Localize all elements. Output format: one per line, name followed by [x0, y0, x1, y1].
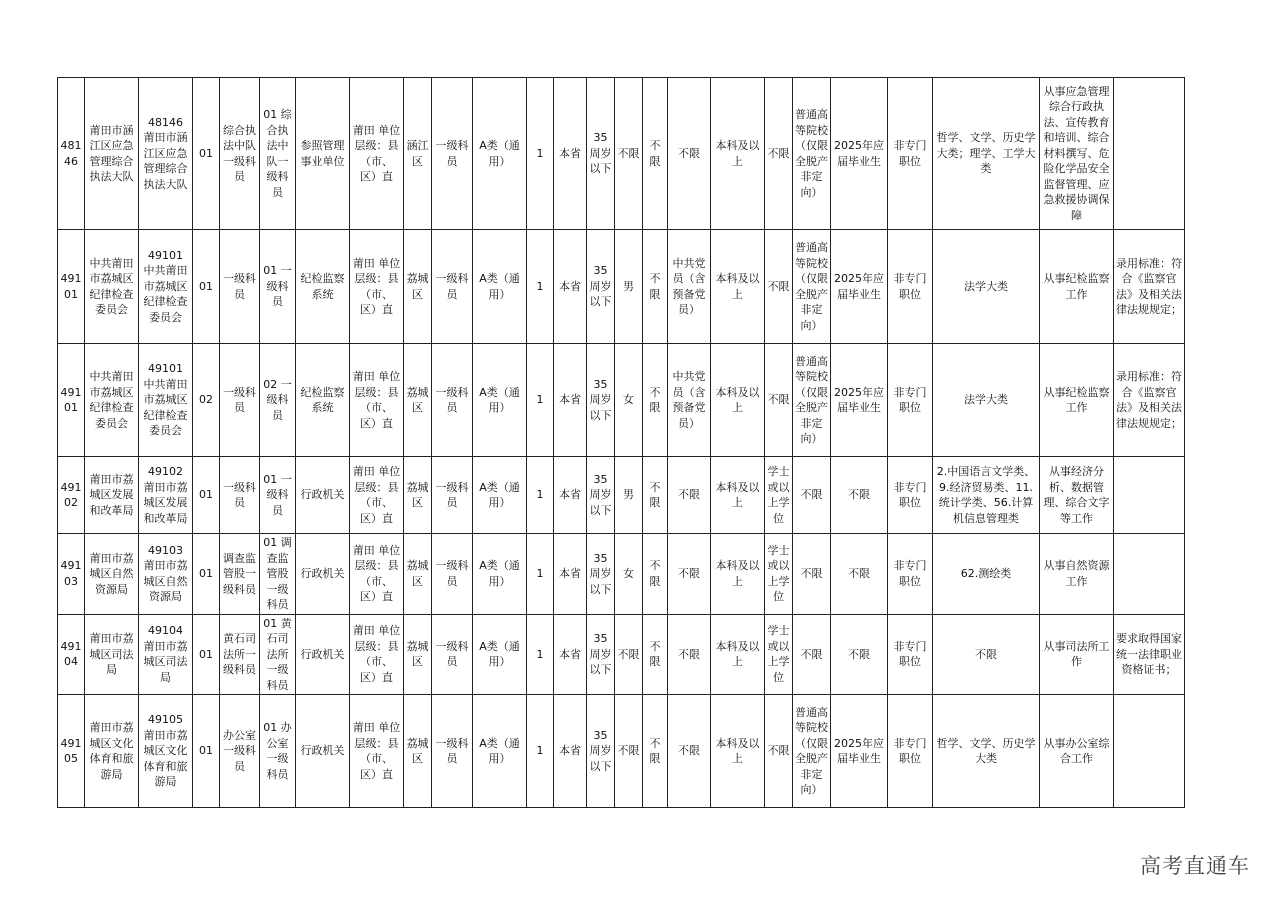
cell-unit-code-name: 49103 莆田市荔城区自然资源局: [139, 534, 193, 615]
cell-position-name: 综合执法中队一级科员: [220, 78, 260, 230]
cell-job-description: 从事纪检监察工作: [1040, 344, 1114, 457]
cell-age: 35周岁以下: [587, 614, 615, 695]
cell-district: 涵江区: [404, 78, 432, 230]
cell-ethnicity: 不限: [643, 230, 668, 344]
cell-job-description: 从事自然资源工作: [1040, 534, 1114, 615]
cell-unit-code-name: 49102 莆田市荔城区发展和改革局: [139, 457, 193, 534]
cell-gender: 不限: [615, 614, 643, 695]
cell-position-seq: 01: [193, 695, 220, 808]
cell-remarks: [1114, 534, 1185, 615]
cell-unit-code-name: 48146 莆田市涵江区应急管理综合执法大队: [139, 78, 193, 230]
cell-headcount: 1: [527, 344, 554, 457]
cell-job-code: 49103: [58, 534, 85, 615]
cell-position-seq: 01: [193, 78, 220, 230]
cell-degree: 不限: [765, 695, 793, 808]
cell-headcount: 1: [527, 534, 554, 615]
cell-position-seq: 01: [193, 614, 220, 695]
cell-position-code-name: 02 一级科员: [260, 344, 296, 457]
cell-gender: 男: [615, 230, 643, 344]
cell-position-code-name: 01 综合执法中队一级科员: [260, 78, 296, 230]
cell-unit-level: 莆田 单位层级：县（市、区）直: [350, 457, 404, 534]
cell-political-status: 不限: [668, 457, 711, 534]
cell-degree: 学士或以上学位: [765, 457, 793, 534]
cell-district: 荔城区: [404, 534, 432, 615]
cell-headcount: 1: [527, 78, 554, 230]
cell-headcount: 1: [527, 614, 554, 695]
cell-unit-name: 莆田市涵江区应急管理综合执法大队: [85, 78, 139, 230]
cell-unit-nature: 行政机关: [296, 457, 350, 534]
cell-gender: 不限: [615, 78, 643, 230]
cell-ethnicity: 不限: [643, 78, 668, 230]
cell-rank: 一级科员: [432, 457, 473, 534]
cell-graduation-type: 普通高等院校（仅限全脱产非定向）: [793, 78, 831, 230]
cell-remarks: 录用标准：符合《监察官法》及相关法律法规规定；: [1114, 344, 1185, 457]
table-row: [58, 614, 1185, 695]
cell-political-status: 不限: [668, 534, 711, 615]
cell-degree: 不限: [765, 78, 793, 230]
cell-position-seq: 01: [193, 534, 220, 615]
cell-headcount: 1: [527, 230, 554, 344]
cell-political-status: 不限: [668, 695, 711, 808]
cell-domicile: 本省: [554, 457, 587, 534]
cell-remarks: 要求取得国家统一法律职业资格证书；: [1114, 614, 1185, 695]
table-row: [58, 344, 1185, 457]
cell-position-name: 办公室一级科员: [220, 695, 260, 808]
job-table: [57, 77, 1185, 808]
cell-applicant-type: 2025年应届毕业生: [831, 344, 888, 457]
cell-position-type: 非专门职位: [888, 230, 933, 344]
cell-position-seq: 02: [193, 344, 220, 457]
cell-exam-category: A类（通用）: [473, 78, 527, 230]
cell-education: 本科及以上: [711, 614, 765, 695]
cell-position-name: 黄石司法所一级科员: [220, 614, 260, 695]
cell-unit-name: 莆田市荔城区自然资源局: [85, 534, 139, 615]
cell-degree: 不限: [765, 344, 793, 457]
cell-headcount: 1: [527, 695, 554, 808]
cell-position-seq: 01: [193, 457, 220, 534]
cell-job-description: 从事司法所工作: [1040, 614, 1114, 695]
cell-headcount: 1: [527, 457, 554, 534]
cell-unit-code-name: 49101 中共莆田市荔城区纪律检查委员会: [139, 230, 193, 344]
cell-political-status: 不限: [668, 614, 711, 695]
cell-position-type: 非专门职位: [888, 344, 933, 457]
cell-gender: 男: [615, 457, 643, 534]
cell-degree: 学士或以上学位: [765, 534, 793, 615]
cell-political-status: 中共党员（含预备党员）: [668, 230, 711, 344]
cell-political-status: 中共党员（含预备党员）: [668, 344, 711, 457]
cell-rank: 一级科员: [432, 344, 473, 457]
cell-remarks: 录用标准：符合《监察官法》及相关法律法规规定；: [1114, 230, 1185, 344]
cell-position-name: 一级科员: [220, 344, 260, 457]
cell-ethnicity: 不限: [643, 695, 668, 808]
cell-degree: 不限: [765, 230, 793, 344]
cell-rank: 一级科员: [432, 230, 473, 344]
cell-applicant-type: 2025年应届毕业生: [831, 695, 888, 808]
cell-age: 35周岁以下: [587, 230, 615, 344]
cell-ethnicity: 不限: [643, 344, 668, 457]
cell-applicant-type: 2025年应届毕业生: [831, 78, 888, 230]
cell-exam-category: A类（通用）: [473, 614, 527, 695]
cell-job-description: 从事纪检监察工作: [1040, 230, 1114, 344]
cell-gender: 女: [615, 534, 643, 615]
cell-unit-nature: 行政机关: [296, 614, 350, 695]
cell-position-type: 非专门职位: [888, 534, 933, 615]
cell-job-code: 48146: [58, 78, 85, 230]
cell-domicile: 本省: [554, 230, 587, 344]
cell-unit-name: 中共莆田市荔城区纪律检查委员会: [85, 230, 139, 344]
cell-domicile: 本省: [554, 78, 587, 230]
cell-unit-level: 莆田 单位层级：县（市、区）直: [350, 344, 404, 457]
cell-domicile: 本省: [554, 534, 587, 615]
cell-exam-category: A类（通用）: [473, 344, 527, 457]
cell-graduation-type: 不限: [793, 614, 831, 695]
cell-domicile: 本省: [554, 344, 587, 457]
cell-rank: 一级科员: [432, 78, 473, 230]
cell-ethnicity: 不限: [643, 457, 668, 534]
cell-age: 35周岁以下: [587, 534, 615, 615]
cell-political-status: 不限: [668, 78, 711, 230]
table-row: [58, 695, 1185, 808]
cell-age: 35周岁以下: [587, 78, 615, 230]
cell-major: 法学大类: [933, 230, 1040, 344]
cell-major: 不限: [933, 614, 1040, 695]
cell-applicant-type: 不限: [831, 614, 888, 695]
cell-remarks: [1114, 695, 1185, 808]
cell-gender: 不限: [615, 695, 643, 808]
cell-rank: 一级科员: [432, 614, 473, 695]
cell-unit-level: 莆田 单位层级：县（市、区）直: [350, 230, 404, 344]
cell-unit-nature: 行政机关: [296, 695, 350, 808]
cell-job-description: 从事应急管理综合行政执法、宣传教育和培训、综合材料撰写、危险化学品安全监督管理、应急救援协调保障: [1040, 78, 1114, 230]
cell-unit-name: 莆田市荔城区司法局: [85, 614, 139, 695]
cell-domicile: 本省: [554, 695, 587, 808]
cell-graduation-type: 普通高等院校（仅限全脱产非定向）: [793, 695, 831, 808]
cell-education: 本科及以上: [711, 457, 765, 534]
cell-graduation-type: 普通高等院校（仅限全脱产非定向）: [793, 230, 831, 344]
table-row: [58, 457, 1185, 534]
cell-unit-level: 莆田 单位层级：县（市、区）直: [350, 614, 404, 695]
cell-position-name: 调查监管股一级科员: [220, 534, 260, 615]
cell-unit-nature: 纪检监察系统: [296, 230, 350, 344]
cell-applicant-type: 不限: [831, 534, 888, 615]
cell-ethnicity: 不限: [643, 534, 668, 615]
table-row: [58, 230, 1185, 344]
cell-position-seq: 01: [193, 230, 220, 344]
cell-unit-code-name: 49101 中共莆田市荔城区纪律检查委员会: [139, 344, 193, 457]
cell-major: 哲学、文学、历史学大类: [933, 695, 1040, 808]
cell-gender: 女: [615, 344, 643, 457]
cell-unit-code-name: 49105 莆田市荔城区文化体育和旅游局: [139, 695, 193, 808]
cell-unit-code-name: 49104 莆田市荔城区司法局: [139, 614, 193, 695]
cell-graduation-type: 不限: [793, 534, 831, 615]
cell-rank: 一级科员: [432, 534, 473, 615]
table-row: [58, 534, 1185, 615]
table-row: [58, 78, 1185, 230]
cell-graduation-type: 不限: [793, 457, 831, 534]
cell-education: 本科及以上: [711, 344, 765, 457]
cell-district: 荔城区: [404, 614, 432, 695]
cell-unit-name: 中共莆田市荔城区纪律检查委员会: [85, 344, 139, 457]
cell-position-name: 一级科员: [220, 457, 260, 534]
cell-job-description: 从事经济分析、数据管理、综合文字等工作: [1040, 457, 1114, 534]
cell-education: 本科及以上: [711, 534, 765, 615]
cell-position-code-name: 01 一级科员: [260, 230, 296, 344]
cell-position-name: 一级科员: [220, 230, 260, 344]
cell-unit-level: 莆田 单位层级：县（市、区）直: [350, 534, 404, 615]
cell-unit-nature: 行政机关: [296, 534, 350, 615]
cell-education: 本科及以上: [711, 78, 765, 230]
cell-job-code: 49105: [58, 695, 85, 808]
cell-position-type: 非专门职位: [888, 614, 933, 695]
cell-unit-level: 莆田 单位层级：县（市、区）直: [350, 78, 404, 230]
cell-exam-category: A类（通用）: [473, 230, 527, 344]
cell-graduation-type: 普通高等院校（仅限全脱产非定向）: [793, 344, 831, 457]
cell-district: 荔城区: [404, 230, 432, 344]
cell-major: 哲学、文学、历史学大类；理学、工学大类: [933, 78, 1040, 230]
cell-major: 62.测绘类: [933, 534, 1040, 615]
cell-applicant-type: 2025年应届毕业生: [831, 230, 888, 344]
cell-district: 荔城区: [404, 344, 432, 457]
cell-education: 本科及以上: [711, 695, 765, 808]
cell-unit-level: 莆田 单位层级：县（市、区）直: [350, 695, 404, 808]
cell-unit-name: 莆田市荔城区发展和改革局: [85, 457, 139, 534]
cell-age: 35周岁以下: [587, 695, 615, 808]
watermark-text: 高考直通车: [1140, 854, 1250, 878]
cell-exam-category: A类（通用）: [473, 457, 527, 534]
cell-job-code: 49102: [58, 457, 85, 534]
cell-remarks: [1114, 78, 1185, 230]
cell-job-code: 49101: [58, 344, 85, 457]
cell-rank: 一级科员: [432, 695, 473, 808]
cell-education: 本科及以上: [711, 230, 765, 344]
cell-position-type: 非专门职位: [888, 457, 933, 534]
cell-position-code-name: 01 黄石司法所一级科员: [260, 614, 296, 695]
cell-age: 35周岁以下: [587, 344, 615, 457]
cell-applicant-type: 不限: [831, 457, 888, 534]
cell-major: 2.中国语言文学类、9.经济贸易类、11.统计学类、56.计算机信息管理类: [933, 457, 1040, 534]
cell-domicile: 本省: [554, 614, 587, 695]
cell-unit-nature: 参照管理事业单位: [296, 78, 350, 230]
cell-position-type: 非专门职位: [888, 78, 933, 230]
cell-remarks: [1114, 457, 1185, 534]
cell-job-code: 49101: [58, 230, 85, 344]
cell-job-code: 49104: [58, 614, 85, 695]
cell-major: 法学大类: [933, 344, 1040, 457]
cell-unit-nature: 纪检监察系统: [296, 344, 350, 457]
cell-ethnicity: 不限: [643, 614, 668, 695]
cell-age: 35周岁以下: [587, 457, 615, 534]
cell-job-description: 从事办公室综合工作: [1040, 695, 1114, 808]
cell-district: 荔城区: [404, 695, 432, 808]
cell-exam-category: A类（通用）: [473, 534, 527, 615]
cell-district: 荔城区: [404, 457, 432, 534]
cell-position-code-name: 01 办公室一级科员: [260, 695, 296, 808]
cell-position-code-name: 01 一级科员: [260, 457, 296, 534]
cell-degree: 学士或以上学位: [765, 614, 793, 695]
cell-exam-category: A类（通用）: [473, 695, 527, 808]
cell-unit-name: 莆田市荔城区文化体育和旅游局: [85, 695, 139, 808]
cell-position-code-name: 01 调查监管股一级科员: [260, 534, 296, 615]
cell-position-type: 非专门职位: [888, 695, 933, 808]
